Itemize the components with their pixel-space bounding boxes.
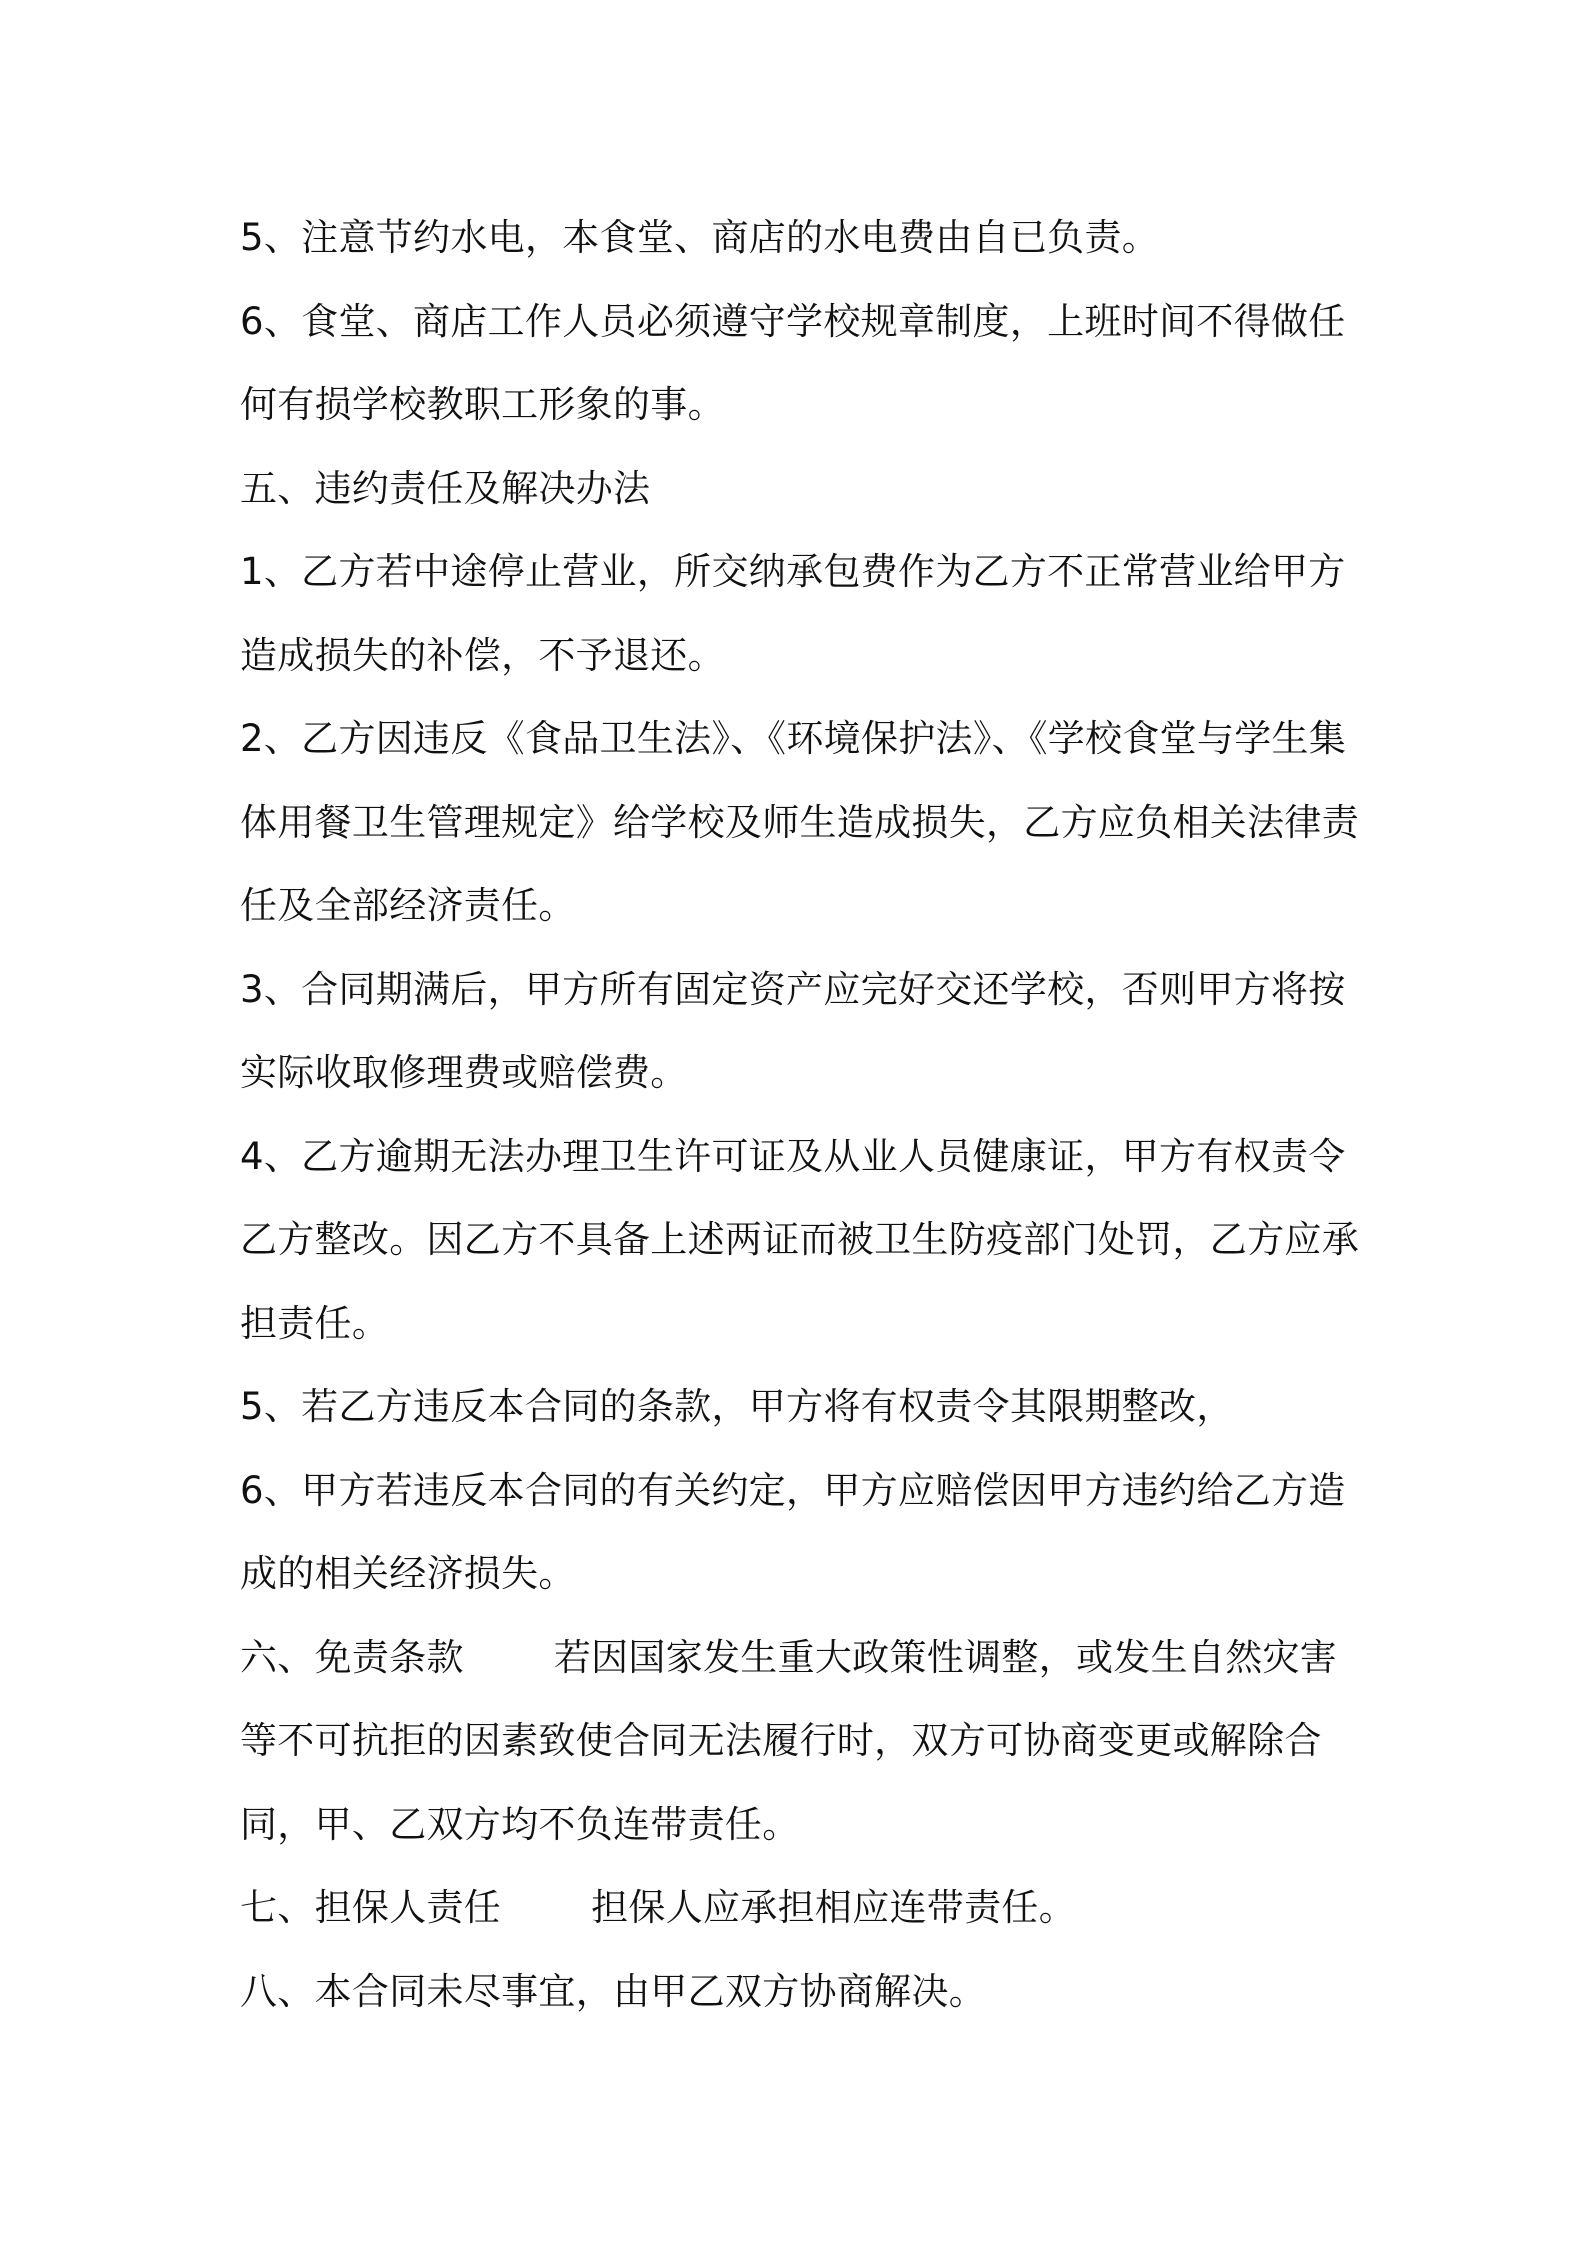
breach-clause-2 [240, 697, 1370, 948]
paragraph-text: 4、乙方逾期无法办理卫生许可证及从业人员健康证，甲方有权责令乙方整改。因乙方不具备上述两证而被卫生防疫部门处罚，乙方应承担责任。 [240, 1134, 1359, 1345]
section-heading: 七、担保人责任 [240, 1886, 502, 1929]
section-guarantor [240, 1866, 1370, 1950]
section-heading: 六、免责条款 [240, 1635, 464, 1679]
paragraph-text: 5、注意节约水电，本食堂、商店的水电费由自已负责。 [240, 216, 1160, 259]
paragraph-text: 2、乙方因违反《食品卫生法》、《环境保护法》、《学校食堂与学生集体用餐卫生管理规定》给学校及师生造成损失，乙方应负相关法律责任及全部经济责任。 [240, 717, 1359, 927]
paragraph-text: 五、违约责任及解决办法 [240, 466, 651, 510]
paragraph-text: 担保人应承担相应连带责任。 [591, 1886, 1077, 1929]
clause-5-utilities [240, 196, 1370, 280]
paragraph-text: 3、合同期满后，甲方所有固定资产应完好交还学校，否则甲方将按实际收取修理费或赔偿费。 [240, 967, 1346, 1094]
breach-clause-3 [240, 948, 1370, 1115]
section-exemption [240, 1616, 1370, 1867]
paragraph-text: 若因国家发生重大政策性调整，或发生自然灾害等不可抗拒的因素致使合同无法履行时，双方可协商变更或解除合同，甲、乙双方均不负连带责任。 [240, 1635, 1338, 1846]
paragraph-text: 5、若乙方违反本合同的条款，甲方将有权责令其限期整改， [240, 1385, 1234, 1428]
section-other-matters [240, 1950, 1370, 2034]
paragraph-text: 6、食堂、商店工作人员必须遵守学校规章制度，上班时间不得做任何有损学校教职工形象的事。 [240, 299, 1346, 426]
breach-clause-6 [240, 1449, 1370, 1616]
breach-clause-1 [240, 530, 1370, 697]
breach-clause-4 [240, 1115, 1370, 1366]
document-body [240, 196, 1370, 2033]
section-heading-breach [240, 447, 1370, 531]
paragraph-text: 1、乙方若中途停止营业，所交纳承包费作为乙方不正常营业给甲方造成损失的补偿，不予退还。 [240, 550, 1346, 677]
breach-clause-5 [240, 1365, 1370, 1449]
paragraph-text: 6、甲方若违反本合同的有关约定，甲方应赔偿因甲方违约给乙方造成的相关经济损失。 [240, 1468, 1346, 1595]
paragraph-text: 八、本合同未尽事宜，由甲乙双方协商解决。 [240, 1969, 986, 2013]
clause-6-staff-rules [240, 280, 1370, 447]
